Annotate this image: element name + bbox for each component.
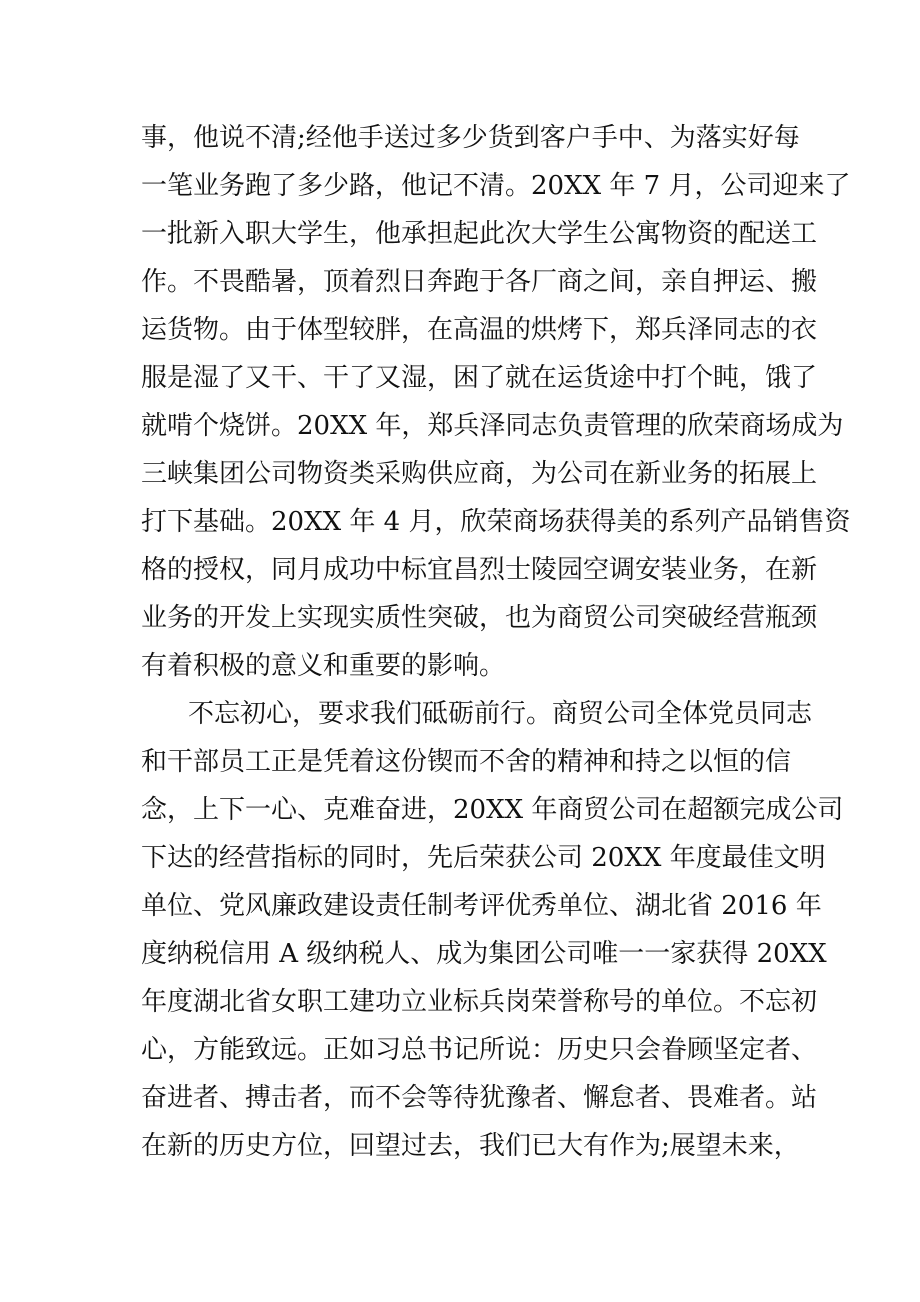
text-line: 作。不畏酷暑，顶着烈日奔跑于各厂商之间，亲自押运、搬 <box>141 267 818 297</box>
text-line: 打下基础。20XX 年 4 月，欣荣商场获得美的系列产品销售资 <box>141 507 851 537</box>
text-line: 业务的开发上实现实质性突破，也为商贸公司突破经营瓶颈 <box>141 603 818 633</box>
text-line: 念，上下一心、克难奋进，20XX 年商贸公司在超额完成公司 <box>141 795 844 825</box>
text-line: 有着积极的意义和重要的影响。 <box>141 651 506 681</box>
text-line: 和干部员工正是凭着这份锲而不舍的精神和持之以恒的信 <box>141 747 792 777</box>
paragraph-first-line: 不忘初心，要求我们砥砺前行。商贸公司全体党员同志 <box>188 699 813 729</box>
text-line: 心，方能致远。正如习总书记所说：历史只会眷顾坚定者、 <box>141 1035 818 1065</box>
text-line: 三峡集团公司物资类采购供应商，为公司在新业务的拓展上 <box>141 459 818 489</box>
text-line: 就啃个烧饼。20XX 年，郑兵泽同志负责管理的欣荣商场成为 <box>141 411 844 441</box>
text-line: 一批新入职大学生，他承担起此次大学生公寓物资的配送工 <box>141 219 818 249</box>
text-line: 服是湿了又干、干了又湿，困了就在运货途中打个盹，饿了 <box>141 363 818 393</box>
text-line: 一笔业务跑了多少路，他记不清。20XX 年 7 月，公司迎来了 <box>141 171 851 201</box>
text-line: 奋进者、搏击者，而不会等待犹豫者、懈怠者、畏难者。站 <box>141 1083 818 1113</box>
text-line: 运货物。由于体型较胖，在高温的烘烤下，郑兵泽同志的衣 <box>141 315 818 345</box>
text-line: 年度湖北省女职工建功立业标兵岗荣誉称号的单位。不忘初 <box>141 987 818 1017</box>
text-line: 事，他说不清;经他手送过多少货到客户手中、为落实好每 <box>141 123 800 153</box>
text-line: 度纳税信用 A 级纳税人、成为集团公司唯一一家获得 20XX <box>141 939 827 969</box>
text-line: 单位、党风廉政建设责任制考评优秀单位、湖北省 2016 年 <box>141 891 822 921</box>
text-line: 下达的经营指标的同时，先后荣获公司 20XX 年度最佳文明 <box>141 843 826 873</box>
text-line: 在新的历史方位，回望过去，我们已大有作为;展望未来， <box>141 1131 800 1161</box>
text-line: 格的授权，同月成功中标宜昌烈士陵园空调安装业务，在新 <box>141 555 818 585</box>
